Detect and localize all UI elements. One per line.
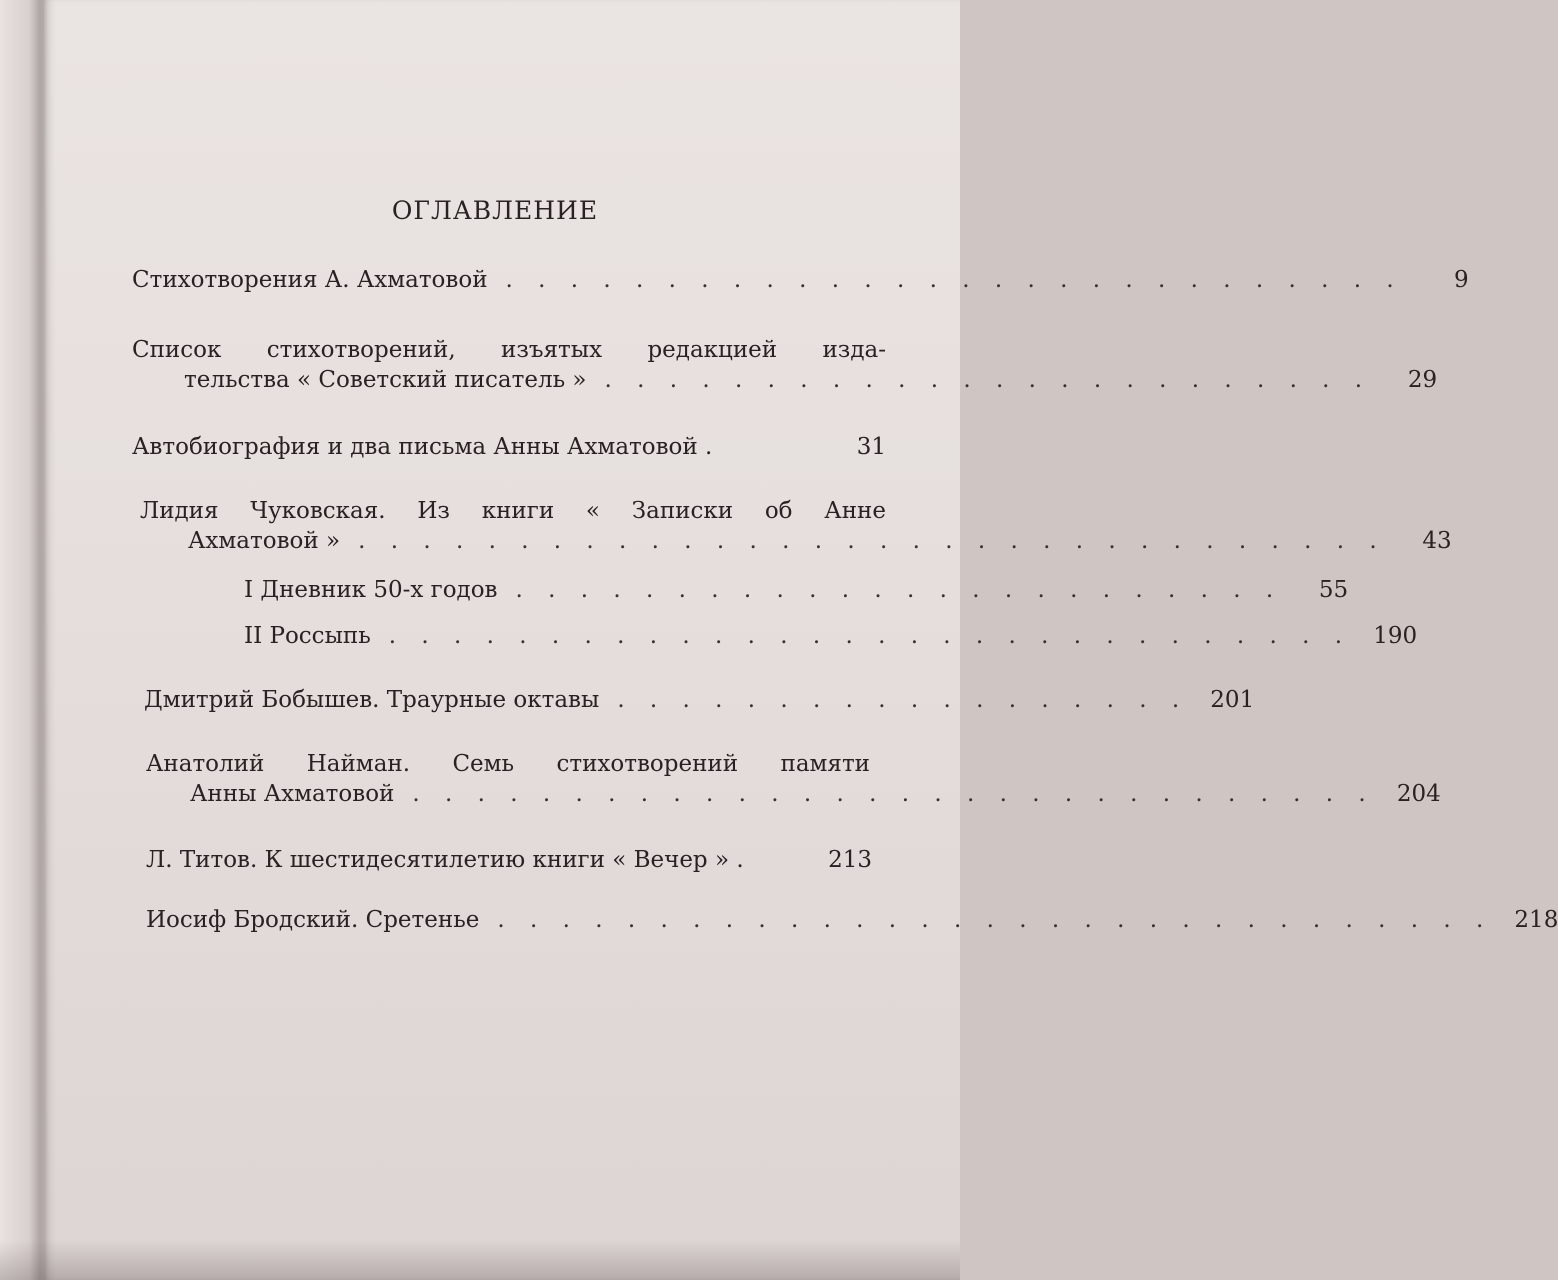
toc-entry [132,433,886,463]
dot-leader: . . . . . . . . . . . . . . . . . . . . . . . . . . . . . . . [497,907,1493,933]
entry-title-line: Лидия Чуковская. Из книги « Записки об Анне [140,498,886,524]
page-title: ОГЛАВЛЕНИЕ [391,196,599,225]
page-number: 31 [856,434,886,460]
page-number: 213 [828,847,872,873]
page-number: 55 [1318,577,1349,603]
page-number: 29 [1407,366,1438,393]
dot-leader: . . . . . . . . . . . . . . . . . . . . . . . . . . . . [505,267,1403,293]
dot-leader: . . . . . . . . . . . . . . . . . . . . . . . . [515,577,1283,603]
page-number: 190 [1373,623,1418,649]
dot-leader: . . . . . . . . . . . . . . . . . . . . . . . . . . . . . . [412,780,1375,807]
page-number: 218 [1514,907,1558,933]
entry-title-continued: тельства « Советский писатель » [184,366,587,393]
dot-leader: . . . . . . . . . . . . . . . . . . . . . . . . . . . . . . . . [358,527,1386,554]
page-number: 9 [1454,267,1469,293]
toc-entry [146,846,872,876]
entry-title-continued: Анны Ахматовой [190,780,395,807]
toc-subentry [244,622,1418,652]
entry-title: Л. Титов. К шестидесятилетию книги « Вечер » . [146,847,744,873]
page-bottom-shadow [0,1240,960,1280]
entry-title: Дмитрий Бобышев. Траурные октавы [144,687,600,713]
entry-title-line: Список стихотворений, изъятых редакцией изда- [132,337,886,363]
toc-entry [140,497,1452,557]
dot-leader: . . . . . . . . . . . . . . . . . . . . . . . . [604,366,1372,393]
toc-subentry [244,576,1349,606]
toc-entry [132,266,1469,296]
toc-entry [144,686,1255,716]
entry-title: Стихотворения А. Ахматовой [132,267,488,293]
spine-shadow [30,0,48,1280]
entry-title: Иосиф Бродский. Сретенье [146,907,480,933]
entry-title-line: Анатолий Найман. Семь стихотворений памяти [146,751,870,777]
page-number: 201 [1210,687,1255,713]
entry-title: Автобиография и два письма Анны Ахматовой . [132,434,713,460]
page-number: 204 [1396,780,1441,807]
toc-entry [146,750,1441,810]
page-number: 43 [1422,527,1452,554]
dot-leader: . . . . . . . . . . . . . . . . . . . . . . . . . . . . . . [388,623,1352,649]
entry-title: II Россыпь [244,623,371,649]
dot-leader: . . . . . . . . . . . . . . . . . . [617,687,1189,713]
entry-title-continued: Ахматовой » [188,527,341,554]
toc-entry [146,906,1558,936]
entry-title: I Дневник 50-х годов [244,577,498,603]
toc-entry [132,336,1438,396]
